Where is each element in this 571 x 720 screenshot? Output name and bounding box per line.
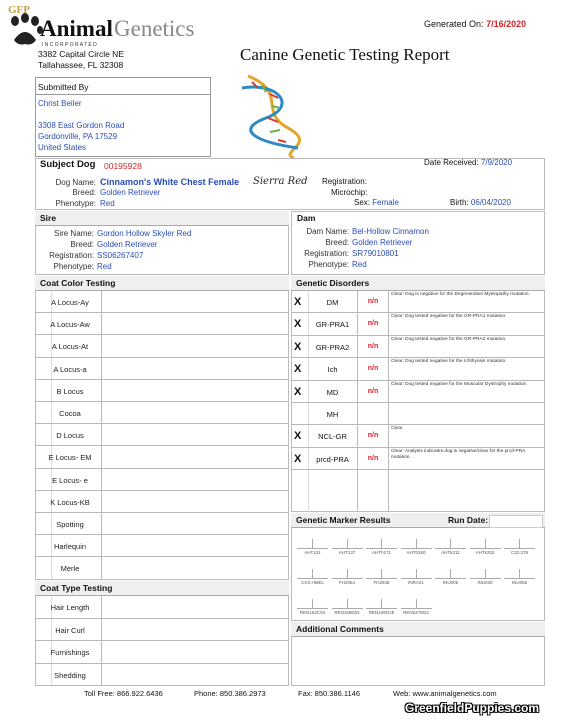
sire-breed: Golden Retriever [97,240,158,249]
dam-name-label: Dam Name: [306,227,349,236]
coat-color-row-label: A Locus-a [53,364,87,374]
coat-color-header: Coat Color Testing [35,276,289,291]
marker-cell-divider [450,569,451,578]
marker-label: REN162C04 [299,610,326,615]
marker-label: INU030 [477,580,493,585]
birth-value: 06/04/2020 [470,198,511,207]
date-received [424,158,512,167]
submitter-city: Gordonville, PA 17529 [38,132,118,141]
date-received-label: Date Received: [424,158,479,167]
date-received-value: 7/9/2020 [480,158,513,167]
dog-name: Cinnamon's White Chest Female [100,177,240,187]
disorder-mark: X [294,452,302,465]
marker-label: REN169D01 [334,610,360,615]
disorder-result: n/n [367,432,379,440]
coat-color-row-label: Cocoa [59,409,81,418]
paw-logo-icon [6,12,44,48]
dam-breed: Golden Retriever [352,238,413,247]
sire-name-label: Sire Name: [53,229,94,238]
footer-phone: Phone: 850.386.2973 [194,689,266,698]
footer-web: Web: www.animalgenetics.com [393,689,497,698]
disorder-mark: X [294,318,302,331]
dam-breed-label: Breed: [325,238,349,247]
disorder-name: MH [326,410,339,419]
coat-color-row-label: Spotting [56,520,84,529]
marker-results-header: Genetic Marker Results [291,513,545,528]
submitted-by-label: Submitted By [38,82,89,92]
sire-breed-label: Breed: [70,240,94,249]
coat-color-row-label: D Locus [56,431,84,441]
disorder-mark: X [294,296,302,308]
phenotype-label: Phenotype: [55,199,96,208]
handwritten-name: Sierra Red [253,176,308,187]
additional-comments-header: Additional Comments [291,622,545,637]
run-date-field [489,515,543,528]
dam-name: Bel-Hollow Cinnamon [352,227,429,236]
marker-cell-divider [381,599,382,608]
marker-cell-divider [381,539,382,548]
marker-cell-divider [416,539,417,548]
footer-toll-free: Toll Free: 866.922.6436 [84,689,163,698]
marker-cell-divider [312,599,313,608]
marker-label: AHT121 [304,550,321,555]
dam-header: Dam [297,213,316,223]
marker-cell-divider [416,599,417,608]
company-address-line1: 3382 Capital Circle NE [38,49,124,59]
logo-badge: GFP [8,4,30,16]
sex-value: Female [372,198,399,207]
marker-cell-divider [347,599,348,608]
coat-color-row-label: B Locus [56,386,84,396]
disorder-name: GR-PRA1 [315,320,350,330]
coat-type-row-label: Shedding [54,670,86,680]
coat-type-header: Coat Type Testing [35,581,289,596]
marker-label: AHTh260 [406,550,426,555]
dam-phenotype-label: Phenotype: [308,260,349,269]
disorder-note: Clear: Dog is negative for the Degenerative Myelopathy mutation. [391,292,530,297]
marker-label: AHTk253 [475,550,495,555]
coat-color-row-label: K Locus-KB [50,497,90,507]
marker-cell-divider [519,569,520,578]
disorder-mark: X [294,340,302,353]
marker-label: C22.279 [510,550,528,555]
sire-phenotype: Red [97,262,112,271]
generated-on [424,19,526,29]
marker-cell-divider [312,569,313,578]
dam-phenotype: Red [352,260,367,269]
dam-registration: SR79010801 [352,249,399,258]
marker-cell-divider [416,569,417,578]
marker-label: AHT137 [338,550,356,555]
submitter-country: United States [38,143,87,152]
marker-cell-divider [485,569,486,578]
marker-label: REN247M23 [403,610,429,615]
disorder-note: Clear [391,426,403,432]
report-title: Canine Genetic Testing Report [240,45,450,64]
disorder-result: n/n [367,454,379,462]
disorder-name: NCL-GR [318,432,347,442]
disorder-result: n/n [367,342,379,350]
coat-color-row-label: A Locus-Ay [51,298,89,307]
marker-label: INU055 [511,580,528,585]
disorder-result: n/n [367,365,379,373]
dog-name-label: Dog Name: [55,178,96,187]
sex-field [354,198,399,207]
birth-label: Birth: [450,198,469,207]
logo-sub-text: Genetics [114,16,195,41]
coat-color-row-label: A Locus-At [51,342,89,352]
marker-label: AHTk211 [441,550,460,555]
coat-type-row-label: Hair Length [50,603,90,612]
watermark: GreenfieldPuppies.com [405,701,540,715]
dna-helix-icon [238,72,308,160]
company-address-line2: Tallahassee, FL 32308 [38,60,124,70]
generated-label: Generated On: [424,19,484,29]
marker-label: CXX.HMEL [300,580,324,585]
logo [6,4,206,54]
disorder-mark: X [294,430,302,443]
marker-cell-divider [347,569,348,578]
disorder-note: Clear: Dog tested negative for the Muscular Dystrophy mutation. [391,381,528,387]
marker-cell-divider [381,569,382,578]
breed-label: Breed: [72,188,96,197]
marker-cell-divider [347,539,348,548]
registration-label: Registration: [322,177,367,186]
dam-registration-label: Registration: [304,249,349,258]
sire-registration: SS06267407 [97,251,144,260]
genetic-disorders-header: Genetic Disorders [291,276,545,291]
subject-dog-id: 00195928 [104,161,142,171]
coat-color-row-label: Merle [60,564,80,574]
sex-label: Sex: [354,198,371,207]
subject-dog-label: Subject Dog [40,159,96,170]
coat-type-row-label: Hair Curl [55,625,85,635]
disorder-result: n/n [367,320,379,328]
sire-registration-label: Registration: [49,251,94,260]
disorder-note: Clear: Dog tested negative for the Ichthyosis mutation. [391,359,507,365]
disorder-name: MD [326,387,339,397]
footer-fax: Fax: 850.386.1146 [298,689,360,698]
disorder-name: prcd-PRA [316,454,349,464]
coat-color-row-label: Harlequin [53,542,87,552]
disorder-note: Clear: Dog tested negative for the GR-PRA2 mutation. [391,336,507,342]
disorder-note: Clear: Dog tested negative for the GR-PRA1 mutation. [391,314,507,320]
coat-color-row-label: A Locus-Aw [50,320,90,330]
disorder-mark: X [294,363,302,376]
coat-color-row-label: E Locus- e [52,475,88,485]
disorder-result: n/n [367,387,379,395]
marker-cell-divider [450,539,451,548]
marker-cell-divider [312,539,313,548]
disorder-note: Clear: Analysis indicates dog is negative/clear for the prcd-PRA mutation. [391,448,526,460]
generated-date: 7/16/2020 [486,19,527,29]
disorder-result: n/n [367,298,379,305]
marker-label: AHTh171 [371,550,391,555]
microchip-label: Microchip: [331,188,368,197]
sire-header: Sire [35,211,289,226]
disorder-name: GR-PRA2 [315,342,350,352]
birth-field [450,198,511,207]
phenotype-value: Red [100,199,115,208]
marker-label: REN169O18 [368,610,395,615]
coat-type-row-label: Furnishings [50,648,90,657]
logo-inc-text: I N C O R P O R A T E D [42,42,97,48]
submitter-street: 3308 East Gordon Road [38,121,125,130]
disorder-name: DM [326,298,339,307]
logo-main-text: Animal [40,16,113,41]
coat-color-row-label: E Locus- EM [48,453,92,463]
run-date-label: Run Date: [448,515,489,525]
marker-label: FH2054 [338,580,355,585]
sire-name: Gordon Hollow Skyler Red [97,229,192,238]
marker-cell-divider [485,539,486,548]
breed-value: Golden Retriever [100,188,161,197]
sire-phenotype-label: Phenotype: [53,262,94,271]
marker-cell-divider [519,539,520,548]
marker-label: INRA21 [408,580,424,585]
marker-label: INU005 [442,580,459,585]
disorder-name: Ich [327,365,338,375]
submitter-name: Christ Beiler [38,99,82,108]
marker-label: FH2848 [373,580,390,585]
disorder-mark: X [294,385,302,398]
